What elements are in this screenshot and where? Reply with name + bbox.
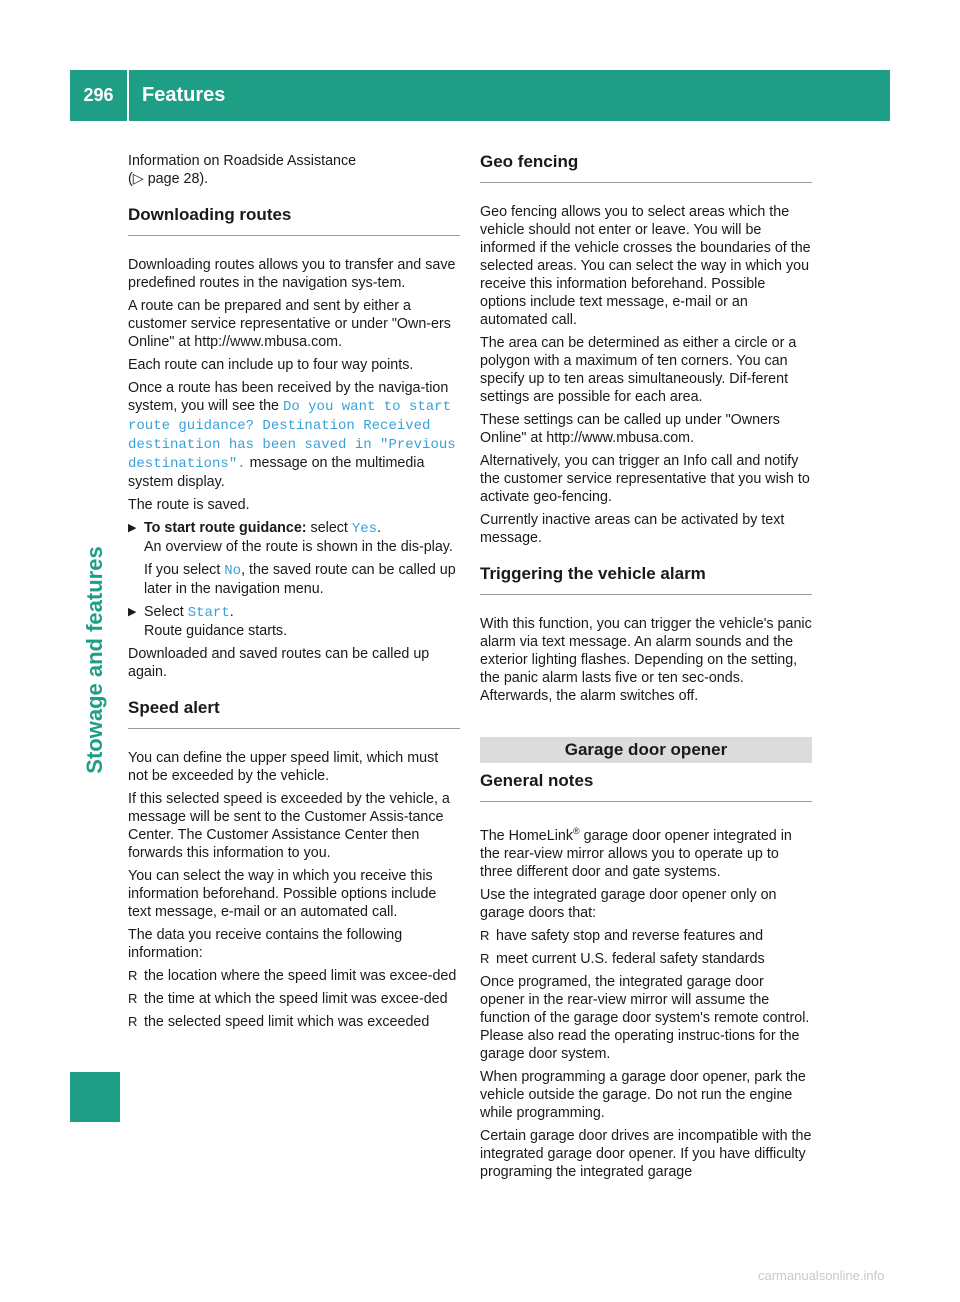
page-number: 296 xyxy=(83,85,114,105)
paragraph: When programming a garage door opener, park the vehicle outside the garage. Do not run the engine while programming. xyxy=(480,1068,806,1121)
intro-text: Information on Roadside Assistance xyxy=(128,153,357,169)
side-tab-label xyxy=(70,300,120,1020)
list-item: R the selected speed limit which was exceeded xyxy=(128,1014,430,1030)
paragraph: Each route can include up to four way points. xyxy=(128,357,414,373)
downloading-routes-heading: Downloading routes xyxy=(128,205,460,236)
option-start: Start xyxy=(187,605,230,621)
bullet-icon: R xyxy=(480,950,490,966)
paragraph: The HomeLink® garage door opener integrated in the rear-view mirror allows you to operate up to three different door and gate systems. xyxy=(480,826,792,880)
list-item: R meet current U.S. federal safety standards xyxy=(480,950,765,967)
speed-alert-heading: Speed alert xyxy=(128,698,460,729)
intro-page-ref[interactable]: (▷ page 28). xyxy=(128,171,209,187)
paragraph: Alternatively, you can trigger an Info call and notify the customer service representative that you wish to activate geo-fencing. xyxy=(480,453,810,505)
paragraph: Downloaded and saved routes can be called up again. xyxy=(128,646,430,680)
paragraph: A route can be prepared and sent by either a customer service representative or under "Own-ers Online" at http://www.mbusa.com. xyxy=(128,298,451,350)
right-column xyxy=(480,152,812,1186)
bullet-icon: R xyxy=(128,1014,138,1029)
watermark: carmanualsonline.info xyxy=(758,1268,885,1283)
geo-fencing-heading: Geo fencing xyxy=(480,152,812,183)
step-note: If you select No, the saved route can be called up later in the navigation menu. xyxy=(144,562,456,597)
paragraph: With this function, you can trigger the vehicle's panic alarm via text message. An alarm sounds and the exterior lighting flashes. Depending on the setting, the panic alarm lasts five or ten sec-onds. Afterwards, the alarm switches off. xyxy=(480,616,812,704)
left-column xyxy=(128,152,460,1036)
paragraph: Once programed, the integrated garage door opener in the rear-view mirror will assume the function of the garage door system's remote control. Please also read the operating instruc-tions for the garage door system. xyxy=(480,973,810,1062)
list-item: R have safety stop and reverse features and xyxy=(480,927,764,944)
header-divider xyxy=(127,70,129,121)
step-result: Route guidance starts. xyxy=(144,623,288,639)
option-no: No xyxy=(224,563,242,579)
step-arrow-icon: ▶ xyxy=(128,522,137,534)
step-start-route-guidance: ▶ To start route guidance: select Yes. An overview of the route is shown in the dis-play. If you select No, the saved route can be called up later in the navigation menu. xyxy=(128,519,460,598)
paragraph: Currently inactive areas can be activated by text message. xyxy=(480,512,785,546)
step-select-start: ▶ Select Start. Route guidance starts. xyxy=(128,603,460,640)
list-item: R the location where the speed limit was excee-ded xyxy=(128,968,457,984)
paragraph: Geo fencing allows you to select areas which the vehicle should not enter or leave. You will be informed if the vehicle crosses the boundaries of the selected areas. You can select the way in which you receive this information beforehand. Possible options include text message, e-mail or an automated call. xyxy=(480,204,811,328)
paragraph: The data you receive contains the following information: xyxy=(128,927,403,961)
paragraph: The area can be determined as either a circle or a polygon with a maximum of ten corners. You can specify up to ten areas simultaneously. Dif-ferent settings are possible for each area. xyxy=(480,335,797,405)
side-tab-marker xyxy=(70,1072,120,1122)
step-arrow-icon: ▶ xyxy=(128,606,137,618)
paragraph: You can define the upper speed limit, which must not be exceeded by the vehicle. xyxy=(128,750,439,784)
bullet-icon: R xyxy=(128,991,138,1006)
paragraph: Once a route has been received by the naviga-tion system, you will see the Do you want to start route guidance? Destination Received destination has been saved in "Previous destinations". message on the multimedia system display. xyxy=(128,380,456,490)
paragraph: You can select the way in which you receive this information beforehand. Possible options include text message, e-mail or an automated call. xyxy=(128,868,437,920)
vehicle-alarm-heading: Triggering the vehicle alarm xyxy=(480,564,812,595)
paragraph: The route is saved. xyxy=(128,497,250,513)
list-item: R the time at which the speed limit was excee-ded xyxy=(128,991,448,1007)
page-header xyxy=(70,70,890,121)
bullet-icon: R xyxy=(480,927,490,943)
display-message: Do you want to start route guidance? Destination Received destination has been saved in "Previous destinations". xyxy=(128,399,456,472)
bullet-icon: R xyxy=(128,968,138,983)
garage-door-opener-banner: Garage door opener xyxy=(480,737,812,763)
step-result: An overview of the route is shown in the dis-play. xyxy=(144,539,453,555)
paragraph: Downloading routes allows you to transfer and save predefined routes in the navigation sys-tem. xyxy=(128,257,456,291)
paragraph: If this selected speed is exceeded by the vehicle, a message will be sent to the Customer Assis-tance Center. The Customer Assistance Center then forwards this information to you. xyxy=(128,791,450,861)
paragraph: Certain garage door drives are incompatible with the integrated garage door opener. If you have difficulty programing the integrated garage xyxy=(480,1127,812,1180)
paragraph: These settings can be called up under "Owners Online" at http://www.mbusa.com. xyxy=(480,412,780,446)
option-yes: Yes xyxy=(351,521,378,537)
paragraph: Use the integrated garage door opener only on garage doors that: xyxy=(480,886,777,921)
general-notes-heading: General notes xyxy=(480,771,812,802)
side-tab-text: Stowage and features xyxy=(82,546,107,774)
section-title: Features xyxy=(142,84,226,106)
